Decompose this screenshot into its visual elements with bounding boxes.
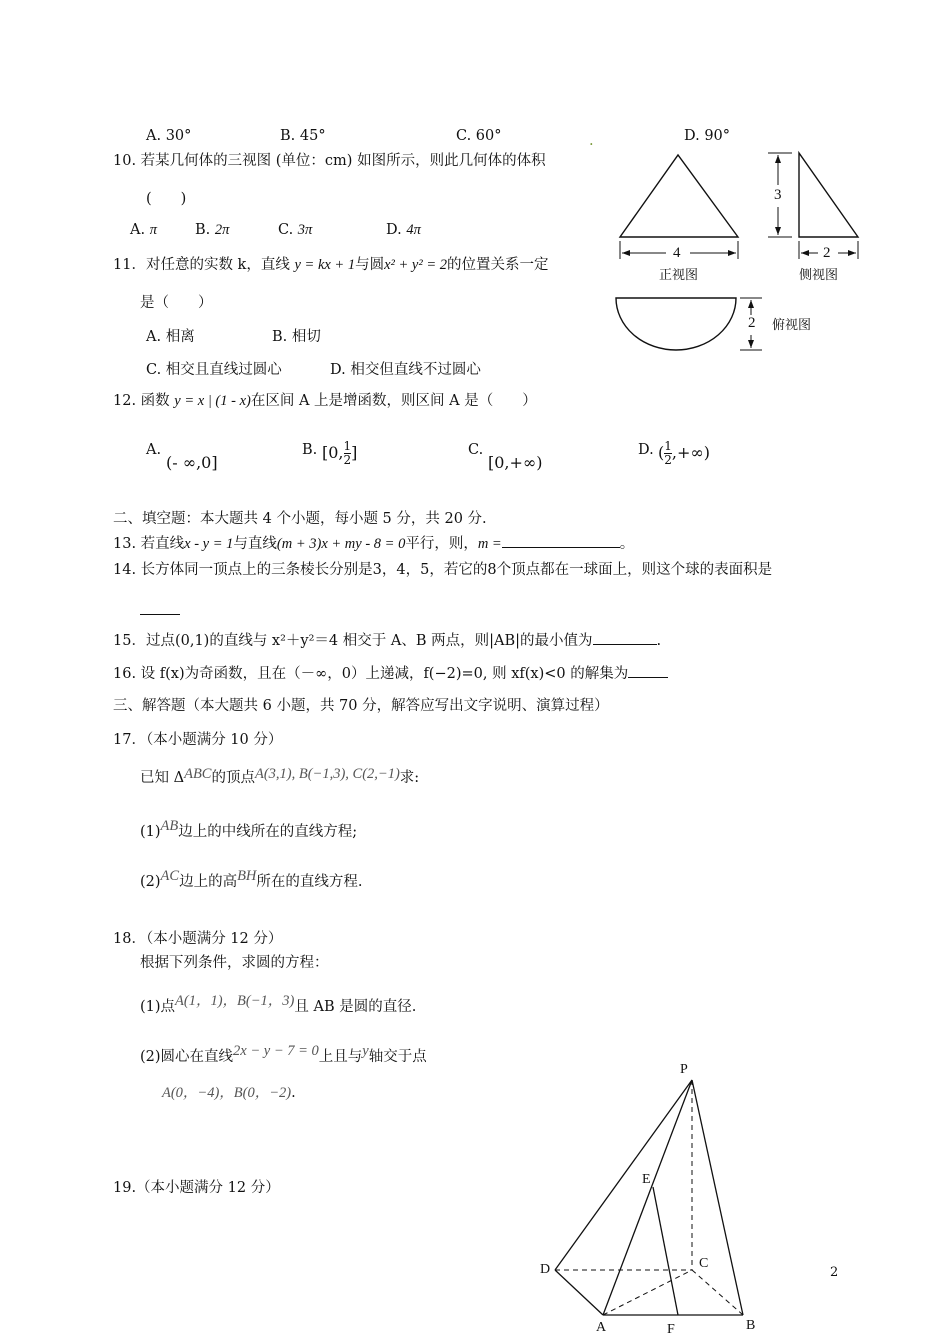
pyramid-label-f: F (667, 1322, 675, 1337)
pyramid-label-e: E (642, 1172, 651, 1187)
pyramid-label-b: B (746, 1318, 756, 1333)
front-width-label: 4 (673, 245, 681, 261)
q14-stem: 14. 长方体同一顶点上的三条棱长分别是3，4，5，若它的8个顶点都在一球面上，则这个球的表面积是 (113, 562, 773, 578)
q18-part2-points: A(0，−4)，B(0，−2). (162, 1085, 296, 1101)
q11-stem-cont: 是（ ） (140, 295, 213, 311)
top-view-semicircle (616, 298, 736, 350)
pyramid-label-d: D (540, 1262, 551, 1277)
q15-stem: 15．过点(0,1)的直线与 x²＋y²＝4 相交于 A、B 两点，则|AB|的最小值为 . (113, 633, 662, 649)
q12-stem: 12. 函数 y = x | (1 - x)在区间 A 上是增函数，则区间 A 是（ ） (113, 393, 537, 409)
q17-part1: (1)AB边上的中线所在的直线方程; (140, 818, 358, 840)
stray-dot: . (589, 133, 594, 149)
q9-option-b: B. 45° (280, 128, 326, 144)
q12-option-d: D. (638, 442, 654, 458)
height-label: 3 (774, 187, 782, 203)
three-view-figure (610, 145, 880, 355)
q10-option-a: A. π (130, 222, 157, 238)
q12-option-c: C. (468, 442, 484, 458)
section2-heading: 二、填空题：本大题共 4 个小题，每小题 5 分，共 20 分. (113, 511, 487, 527)
q17-given: 已知 ΔABC的顶点A(3,1), B(−1,3), C(2,−1)求: (140, 766, 420, 786)
q18-title: 18．（本小题满分 12 分） (113, 931, 283, 947)
q12-option-b-value: [0, $\frac{1}{2}$ ] (322, 439, 358, 468)
side-view-label: 侧视图 (799, 267, 839, 282)
q10-option-c: C. 3π (278, 222, 313, 238)
q13-stem: 13. 若直线x - y = 1与直线(m + 3)x + my - 8 = 0平行，则，m = 。 (113, 536, 635, 552)
q11-option-a: A. 相离 (146, 329, 195, 345)
q14-answer-blank (140, 602, 180, 615)
q10-stem: 10. 若某几何体的三视图 (单位：cm) 如图所示，则此几何体的体积 (113, 153, 546, 169)
q18-part1: (1)点A(1，1)，B(−1，3)且 AB 是圆的直径. (140, 993, 417, 1015)
side-width-label: 2 (823, 245, 831, 261)
pyramid-figure (540, 1060, 780, 1340)
q12-option-b: B. (302, 442, 318, 458)
q11-option-d: D. 相交但直线不过圆心 (330, 362, 481, 378)
q9-option-a: A. 30° (146, 128, 192, 144)
front-view-label: 正视图 (659, 267, 699, 282)
q10-option-d: D. 4π (386, 222, 421, 238)
top-view-label: 俯视图 (772, 317, 812, 332)
q19-title: 19.（本小题满分 12 分） (113, 1180, 280, 1196)
q17-part2: (2)AC边上的高BH所在的直线方程. (140, 868, 363, 890)
section3-heading: 三、解答题（本大题共 6 小题，共 70 分，解答应写出文字说明、演算过程） (113, 698, 609, 714)
side-view-triangle (799, 153, 858, 237)
q18-part2: (2)圆心在直线2x − y − 7 = 0上且与y轴交于点 (140, 1043, 427, 1065)
q18-intro: 根据下列条件，求圆的方程： (140, 955, 329, 971)
q9-option-c: C. 60° (456, 128, 502, 144)
page-number: 2 (830, 1265, 839, 1280)
q12-option-d-value: ( $\frac{1}{2}$ ,+∞) (658, 439, 710, 468)
q11-stem: 11．对任意的实数 k，直线 y = kx + 1与圆x² + y² = 2的位置关系一定 (113, 257, 549, 273)
front-view-triangle (620, 155, 738, 237)
q12-option-a: A. (146, 442, 162, 458)
q16-stem: 16. 设 f(x)为奇函数，且在（－∞，0）上递减，f(−2)=0, 则 xf(x)<0 的解集为 (113, 665, 668, 683)
q10-option-b: B. 2π (195, 222, 230, 238)
pyramid-label-p: P (680, 1062, 688, 1077)
q11-option-c: C. 相交且直线过圆心 (146, 362, 282, 378)
q12-option-a-value: (- ∞,0] (166, 453, 218, 472)
pyramid-label-c: C (699, 1256, 709, 1271)
q11-option-b: B. 相切 (272, 329, 321, 345)
q10-paren: ( ) (146, 191, 187, 207)
q12-option-c-value: [0,+∞) (488, 453, 543, 472)
top-depth-label: 2 (748, 315, 756, 331)
pyramid-label-a: A (596, 1320, 607, 1335)
q17-title: 17．（本小题满分 10 分） (113, 732, 283, 748)
q9-option-d: D. 90° (684, 128, 731, 144)
